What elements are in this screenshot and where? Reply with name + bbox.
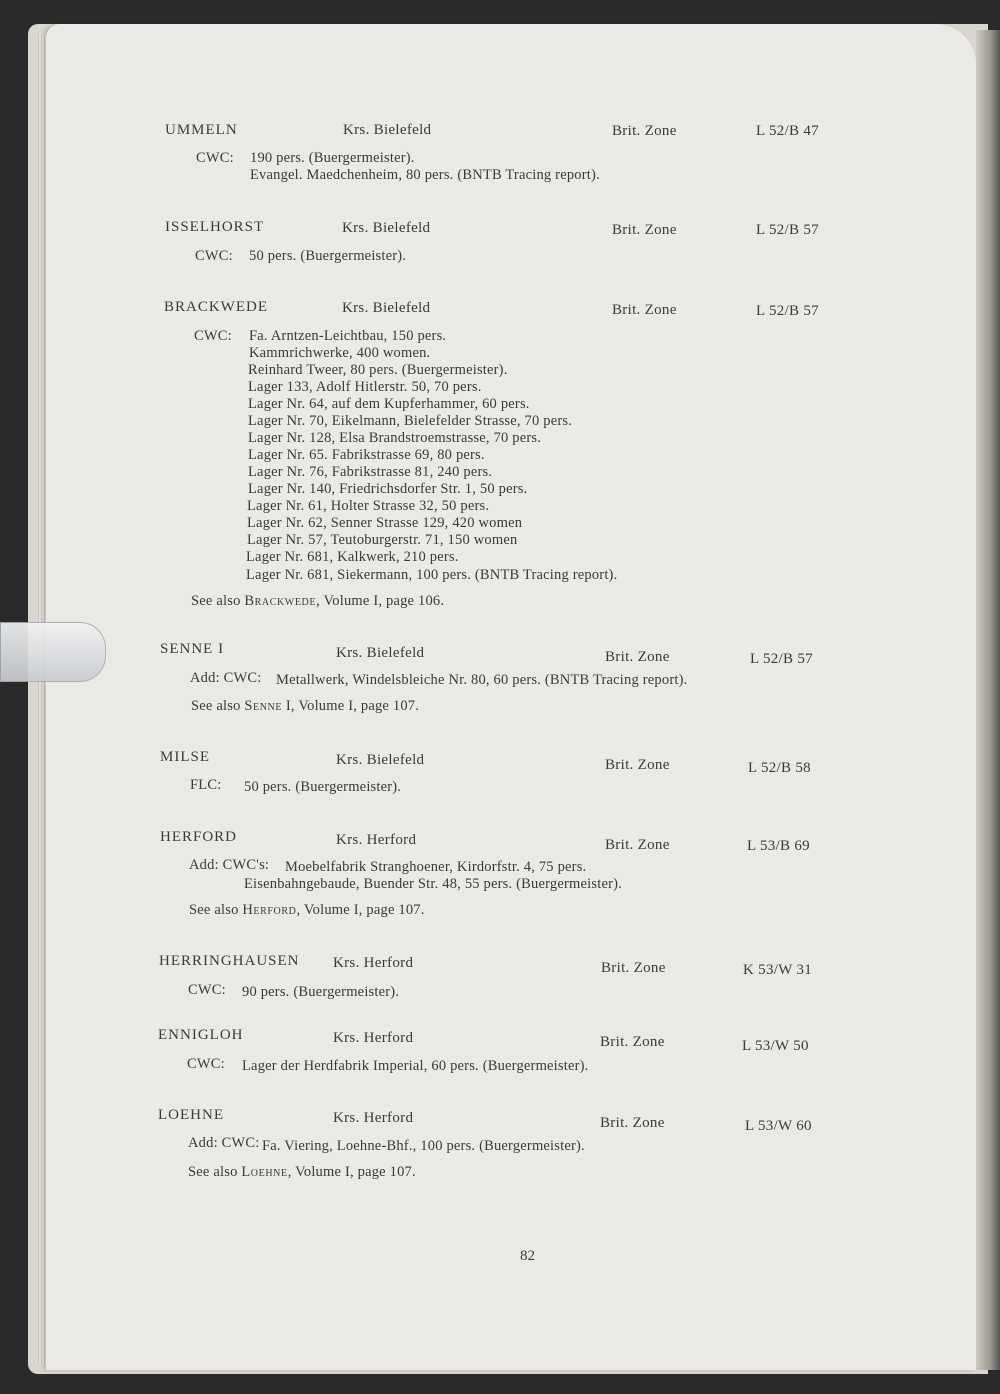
zone: Brit. Zone — [605, 757, 670, 773]
see-also-note: See also Loehne, Volume I, page 107. — [188, 1164, 416, 1180]
place-name: MILSE — [160, 749, 210, 765]
entry-line: 50 pers. (Buergermeister). — [244, 779, 402, 795]
place-name: ENNIGLOH — [158, 1027, 244, 1043]
place-name: BRACKWEDE — [164, 299, 268, 315]
map-reference: L 52/B 58 — [748, 760, 811, 776]
place-name: ISSELHORST — [165, 219, 265, 235]
page-number: 82 — [520, 1248, 535, 1264]
place-name: HERRINGHAUSEN — [159, 953, 300, 969]
see-also-note: See also Senne I, Volume I, page 107. — [191, 698, 420, 714]
map-reference: L 52/B 57 — [756, 303, 819, 319]
entry-line: 50 pers. (Buergermeister). — [249, 248, 407, 264]
see-also-note: See also Herford, Volume I, page 107. — [189, 902, 425, 918]
entry-label: CWC: — [188, 982, 226, 998]
entry-label: FLC: — [190, 777, 222, 793]
place-name: LOEHNE — [158, 1107, 224, 1123]
entry-line: Lager Nr. 70, Eikelmann, Bielefelder Strasse, 70 pers. — [248, 413, 573, 429]
entry-line: 190 pers. (Buergermeister). — [250, 150, 415, 166]
entry-line: Fa. Viering, Loehne-Bhf., 100 pers. (Buergermeister). — [262, 1138, 585, 1154]
entry-line: Lager Nr. 681, Siekermann, 100 pers. (BNTB Tracing report). — [246, 567, 618, 583]
entry-line: Lager Nr. 76, Fabrikstrasse 81, 240 pers. — [248, 464, 493, 480]
place-name: SENNE I — [160, 641, 225, 657]
entry-label: CWC: — [196, 150, 234, 166]
entry-line: Reinhard Tweer, 80 pers. (Buergermeister). — [248, 362, 508, 378]
entry-line: Kammrichwerke, 400 women. — [249, 345, 431, 361]
book-gutter-right — [976, 30, 1000, 1370]
district: Krs. Herford — [333, 1030, 414, 1046]
district: Krs. Bielefeld — [343, 122, 432, 138]
entry-line: Moebelfabrik Stranghoener, Kirdorfstr. 4, 75 pers. — [285, 859, 587, 875]
district: Krs. Bielefeld — [342, 220, 431, 236]
map-reference: L 53/B 69 — [747, 838, 810, 854]
district: Krs. Herford — [333, 1110, 414, 1126]
district: Krs. Bielefeld — [342, 300, 431, 316]
district: Krs. Herford — [336, 832, 417, 848]
map-reference: L 52/B 57 — [756, 222, 819, 238]
entry-label: CWC: — [194, 328, 232, 344]
place-name: HERFORD — [160, 829, 238, 845]
entry-line: Lager Nr. 65. Fabrikstrasse 69, 80 pers. — [248, 447, 485, 463]
entry-line: Eisenbahngebaude, Buender Str. 48, 55 pers. (Buergermeister). — [244, 876, 622, 892]
entry-label: CWC: — [195, 248, 233, 264]
entry-line: Metallwerk, Windelsbleiche Nr. 80, 60 pers. (BNTB Tracing report). — [276, 672, 688, 688]
zone: Brit. Zone — [612, 222, 677, 238]
zone: Brit. Zone — [600, 1034, 665, 1050]
entry-line: Lager Nr. 61, Holter Strasse 32, 50 pers. — [247, 498, 490, 514]
map-reference: L 52/B 57 — [750, 651, 813, 667]
zone: Brit. Zone — [600, 1115, 665, 1131]
entry-line: Lager Nr. 57, Teutoburgerstr. 71, 150 women — [247, 532, 518, 548]
see-also-note: See also Brackwede, Volume I, page 106. — [191, 593, 445, 609]
map-reference: K 53/W 31 — [743, 962, 813, 978]
place-name: UMMELN — [165, 122, 238, 138]
entry-line: 90 pers. (Buergermeister). — [242, 984, 400, 1000]
district: Krs. Bielefeld — [336, 752, 425, 768]
entry-label: CWC: — [187, 1056, 225, 1072]
entry-line: Lager 133, Adolf Hitlerstr. 50, 70 pers. — [248, 379, 482, 395]
entry-label: Add: CWC: — [190, 670, 262, 686]
map-reference: L 52/B 47 — [756, 123, 819, 139]
entry-line: Lager Nr. 140, Friedrichsdorfer Str. 1, 50 pers. — [248, 481, 528, 497]
page-clip — [0, 622, 106, 682]
entry-line: Evangel. Maedchenheim, 80 pers. (BNTB Tracing report). — [250, 167, 600, 183]
map-reference: L 53/W 50 — [742, 1038, 809, 1054]
entry-line: Lager Nr. 64, auf dem Kupferhammer, 60 pers. — [248, 396, 530, 412]
zone: Brit. Zone — [612, 302, 677, 318]
entry-line: Lager Nr. 62, Senner Strasse 129, 420 women — [247, 515, 523, 531]
entry-line: Lager der Herdfabrik Imperial, 60 pers. (Buergermeister). — [242, 1058, 589, 1074]
zone: Brit. Zone — [605, 649, 670, 665]
entry-line: Lager Nr. 128, Elsa Brandstroemstrasse, 70 pers. — [248, 430, 542, 446]
entry-label: Add: CWC's: — [189, 857, 270, 873]
entry-line: Lager Nr. 681, Kalkwerk, 210 pers. — [246, 549, 459, 565]
entry-label: Add: CWC: — [188, 1135, 260, 1151]
entry-line: Fa. Arntzen-Leichtbau, 150 pers. — [249, 328, 447, 344]
zone: Brit. Zone — [601, 960, 666, 976]
district: Krs. Herford — [333, 955, 414, 971]
map-reference: L 53/W 60 — [745, 1118, 812, 1134]
zone: Brit. Zone — [612, 123, 677, 139]
district: Krs. Bielefeld — [336, 645, 425, 661]
zone: Brit. Zone — [605, 837, 670, 853]
